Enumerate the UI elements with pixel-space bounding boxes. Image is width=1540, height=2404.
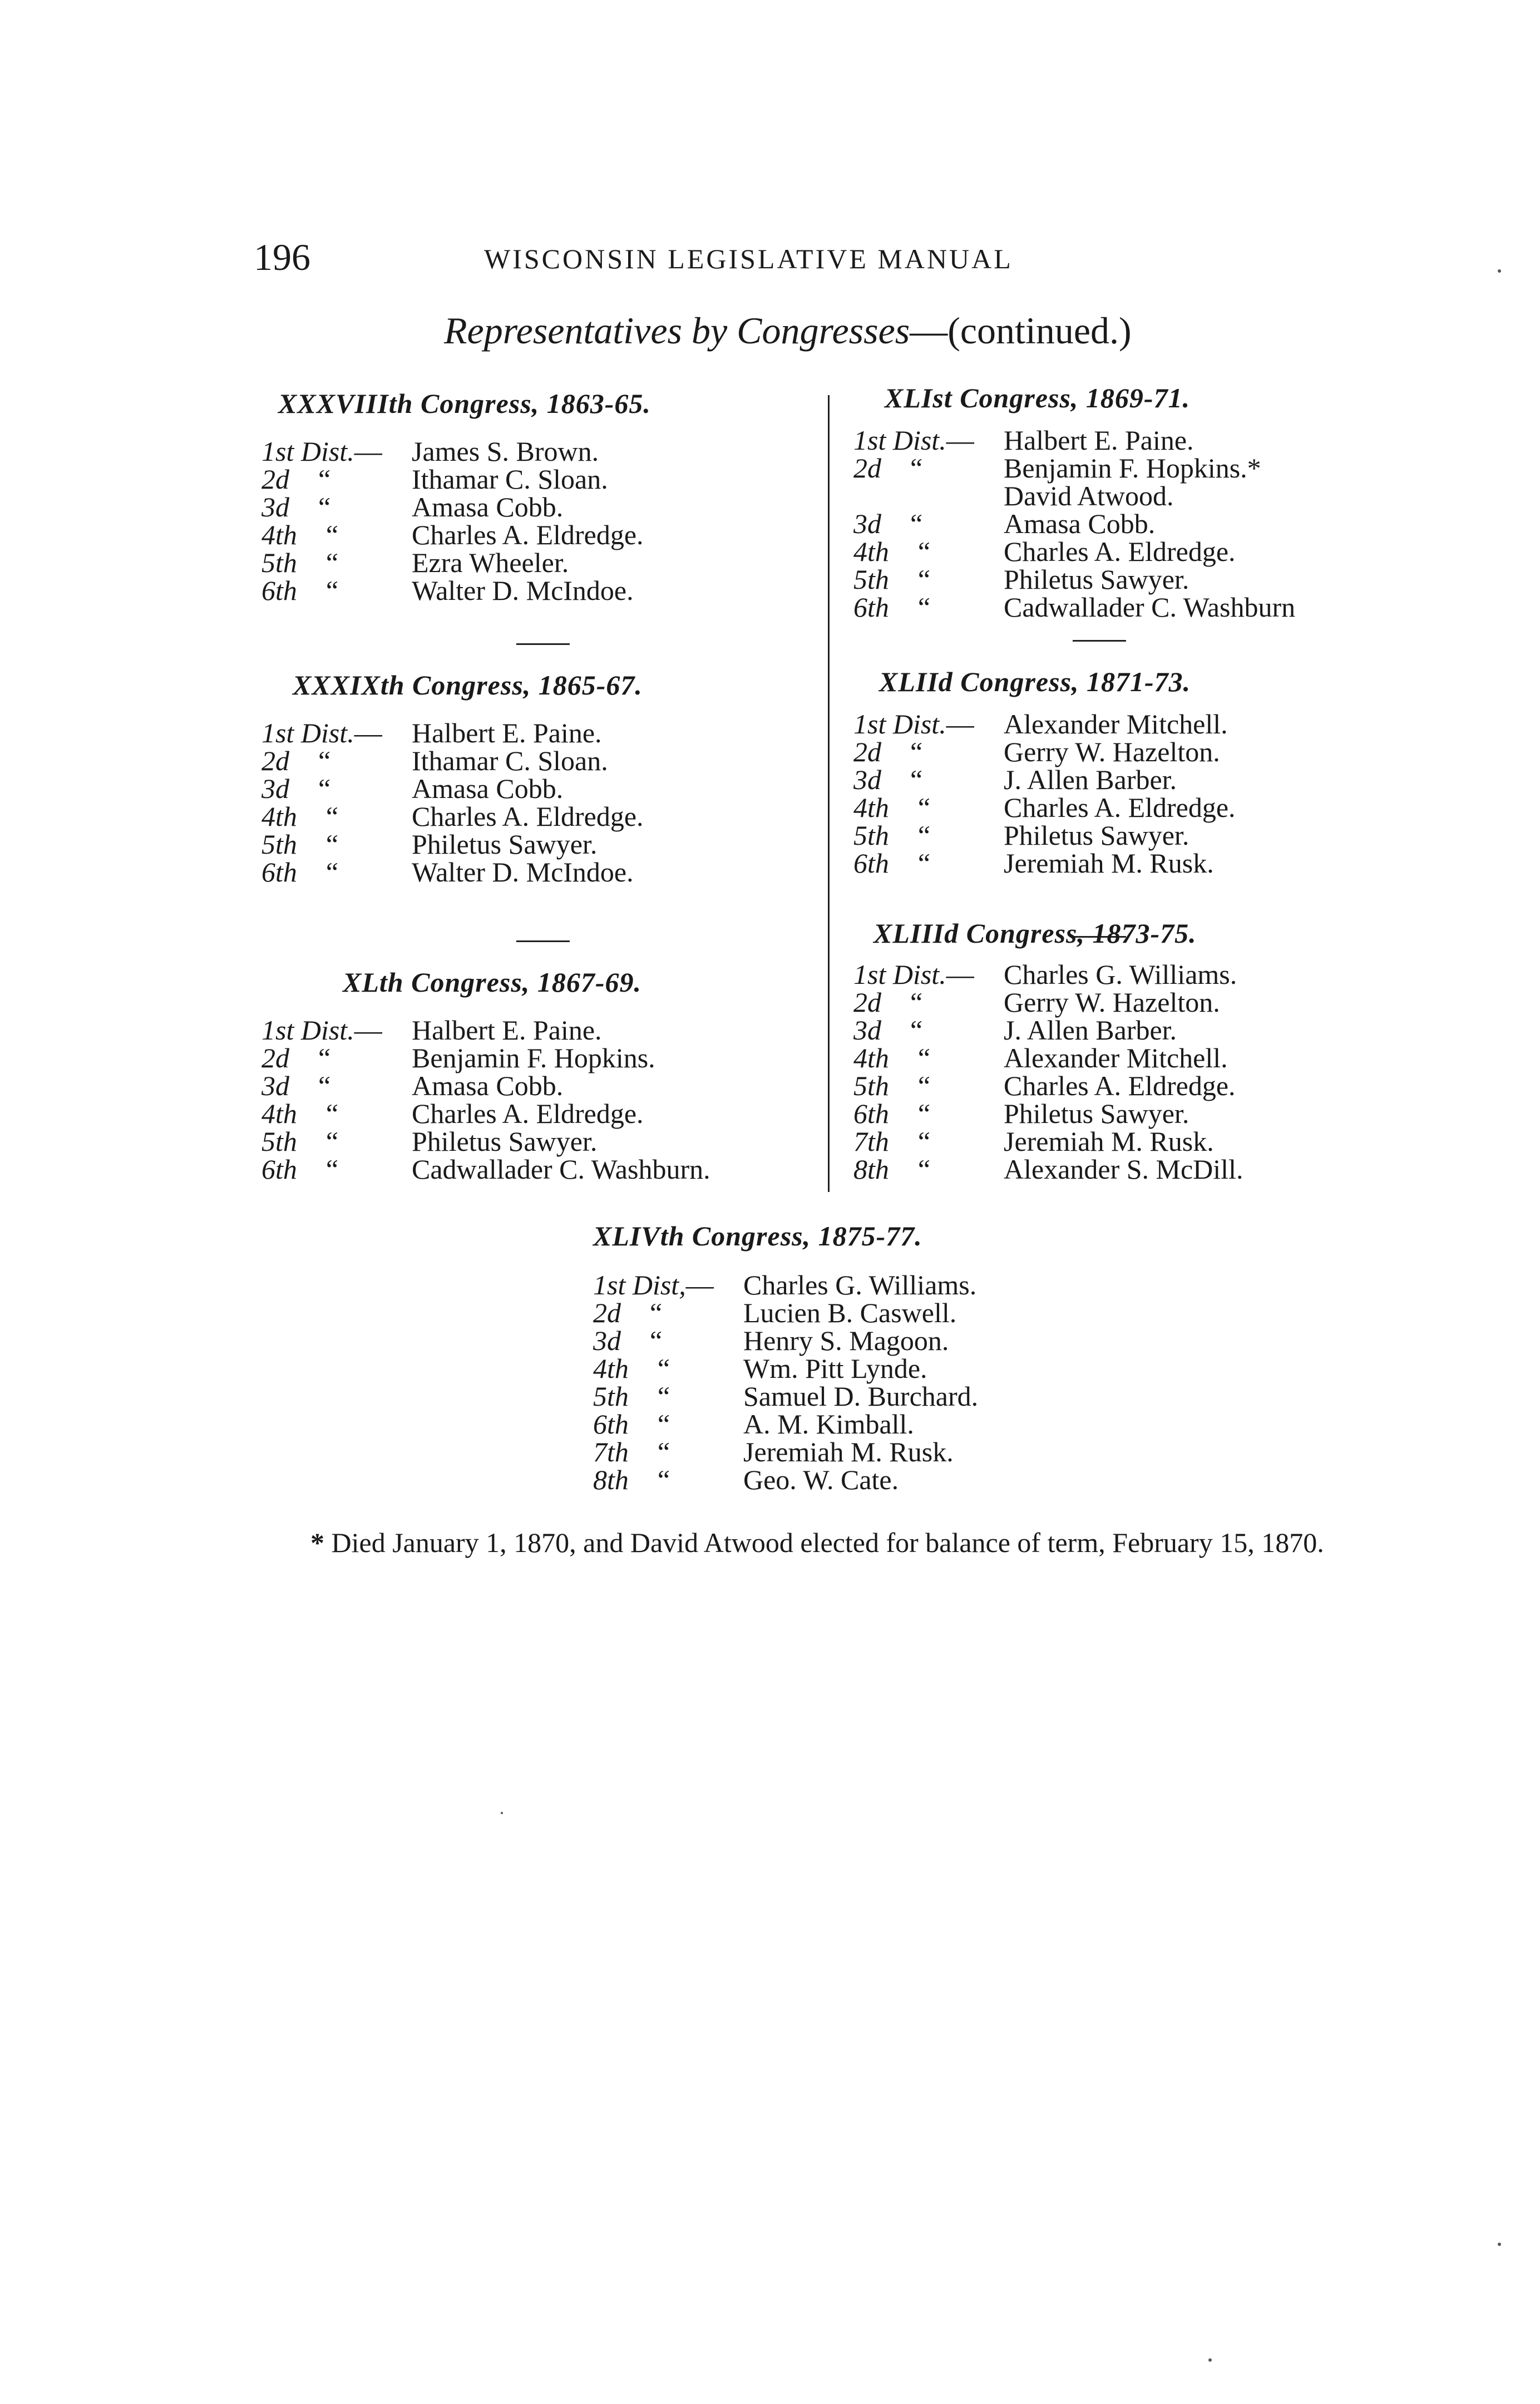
district-row — [261, 1100, 818, 1127]
representative-name: James S. Brown. — [412, 436, 599, 467]
ditto-mark: “ — [325, 801, 339, 832]
district-label — [261, 719, 412, 747]
district-number: 5th — [261, 1126, 297, 1157]
representative-name: Charles A. Eldredge. — [1004, 1070, 1236, 1101]
district-label — [261, 1072, 412, 1100]
ditto-mark: “ — [650, 1325, 663, 1356]
congress-heading: XLIst Congress, 1869-71. — [885, 382, 1191, 413]
ditto-mark: “ — [917, 1154, 931, 1185]
print-speck — [1498, 2243, 1501, 2246]
representative-name: Wm. Pitt Lynde. — [743, 1353, 927, 1384]
district-label — [853, 1127, 1004, 1155]
ditto-mark: “ — [917, 792, 931, 823]
district-number: 4th — [853, 536, 889, 567]
district-label — [593, 1466, 743, 1494]
representative-name: Philetus Sawyer. — [1004, 564, 1189, 595]
section-rule — [516, 940, 570, 942]
district-label — [261, 858, 412, 886]
ditto-mark: “ — [318, 1042, 331, 1073]
district-label — [261, 1100, 412, 1127]
congress-heading: XLIId Congress, 1871-73. — [879, 666, 1191, 697]
district-number: 5th — [853, 564, 889, 595]
representative-name: Gerry W. Hazelton. — [1004, 987, 1220, 1018]
ditto-mark: — — [354, 717, 382, 748]
ditto-mark: “ — [325, 519, 339, 550]
district-row — [261, 719, 818, 747]
print-speck — [1208, 2358, 1212, 2362]
district-label — [853, 1044, 1004, 1072]
ditto-mark: — — [354, 1014, 382, 1046]
district-number: 1st Dist. — [261, 717, 354, 748]
district-row — [593, 1271, 1094, 1299]
district-row — [593, 1466, 1094, 1494]
district-number: 6th — [853, 848, 889, 879]
district-row — [853, 960, 1410, 988]
ditto-mark: “ — [318, 745, 331, 776]
ditto-mark: — — [946, 425, 974, 456]
district-label — [593, 1327, 743, 1354]
district-label — [853, 1016, 1004, 1044]
district-number: 5th — [261, 829, 297, 860]
ditto-mark: “ — [657, 1408, 670, 1440]
district-row — [261, 830, 818, 858]
ditto-mark: “ — [917, 536, 931, 567]
district-row — [261, 1044, 818, 1072]
representative-name: Ithamar C. Sloan. — [412, 464, 608, 495]
representative-name: Cadwallader C. Washburn. — [412, 1154, 710, 1185]
representative-name: J. Allen Barber. — [1004, 1014, 1177, 1046]
representative-name: Walter D. McIndoe. — [412, 575, 634, 606]
district-label — [261, 1016, 412, 1044]
district-label — [853, 454, 1004, 482]
ditto-mark: “ — [657, 1381, 670, 1412]
district-number: 6th — [853, 1098, 889, 1129]
ditto-mark: “ — [910, 1014, 923, 1046]
ditto-mark: “ — [650, 1297, 663, 1328]
district-number: 2d — [261, 1042, 289, 1073]
representative-name: Samuel D. Burchard. — [743, 1381, 979, 1412]
representative-name: Jeremiah M. Rusk. — [1004, 1126, 1214, 1157]
district-row — [261, 577, 818, 604]
ditto-mark: “ — [657, 1464, 670, 1495]
page-number: 196 — [254, 236, 310, 278]
congress-heading: XLIVth Congress, 1875-77. — [593, 1220, 922, 1252]
representative-name: Walter D. McIndoe. — [412, 856, 634, 888]
print-speck — [501, 1812, 503, 1814]
congress-38 — [261, 390, 818, 604]
ditto-mark: “ — [318, 773, 331, 804]
congress-heading: XLIIId Congress, 1873-75. — [873, 918, 1197, 949]
district-number: 6th — [853, 592, 889, 623]
representative-name: Cadwallader C. Washburn — [1004, 592, 1296, 623]
representative-name: Alexander S. McDill. — [1004, 1154, 1243, 1185]
section-title-plain: —(continued.) — [910, 309, 1132, 352]
district-number: 1st Dist. — [853, 959, 946, 990]
column-divider — [828, 395, 830, 1192]
representative-name: A. M. Kimball. — [743, 1408, 914, 1440]
footnote-marker: * — [310, 1527, 324, 1558]
district-row — [853, 849, 1410, 877]
representative-name: Geo. W. Cate. — [743, 1464, 899, 1495]
district-row — [853, 1155, 1410, 1183]
ditto-mark: “ — [910, 452, 923, 484]
district-label — [261, 577, 412, 604]
district-number: 4th — [261, 801, 297, 832]
district-row — [261, 1155, 818, 1183]
district-label — [593, 1271, 743, 1299]
ditto-mark: “ — [917, 848, 931, 879]
print-speck — [1498, 269, 1501, 273]
district-row — [853, 593, 1410, 621]
district-number: 1st Dist. — [261, 436, 354, 467]
district-number: 3d — [593, 1325, 621, 1356]
district-number: 2d — [593, 1297, 621, 1328]
section-title-italic: Representatives by Congresses — [444, 309, 910, 352]
district-number: 2d — [853, 736, 881, 767]
footnote-text: Died January 1, 1870, and David Atwood elected for balance of term, February 15, 1870. — [331, 1527, 1324, 1558]
district-row — [853, 794, 1410, 821]
district-row — [261, 493, 818, 521]
representative-name: Jeremiah M. Rusk. — [743, 1436, 954, 1467]
district-number: 3d — [261, 773, 289, 804]
district-row — [853, 426, 1410, 454]
representative-name: Philetus Sawyer. — [1004, 1098, 1189, 1129]
district-list — [593, 1271, 1094, 1494]
section-rule — [1073, 640, 1126, 642]
district-label — [853, 849, 1004, 877]
ditto-mark: “ — [910, 764, 923, 795]
district-row — [853, 510, 1410, 538]
district-number: 8th — [853, 1154, 889, 1185]
district-list — [261, 719, 818, 886]
district-number: 2d — [853, 987, 881, 1018]
ditto-mark: “ — [325, 547, 339, 578]
district-label — [853, 593, 1004, 621]
district-row — [853, 821, 1410, 849]
section-title — [444, 309, 1132, 352]
representative-name: Lucien B. Caswell. — [743, 1297, 957, 1328]
district-row — [853, 1127, 1410, 1155]
district-number: 3d — [261, 491, 289, 523]
representative-name: Benjamin F. Hopkins.* — [1004, 452, 1261, 484]
district-row — [593, 1438, 1094, 1466]
district-number: 5th — [593, 1381, 629, 1412]
representative-name: Charles G. Williams. — [1004, 959, 1237, 990]
district-number: 5th — [261, 547, 297, 578]
ditto-mark: “ — [325, 1126, 339, 1157]
congress-40 — [261, 968, 818, 1183]
district-number: 3d — [853, 764, 881, 795]
ditto-mark: “ — [917, 1126, 931, 1157]
district-label — [261, 465, 412, 493]
district-label — [261, 1127, 412, 1155]
representative-name: Philetus Sawyer. — [412, 1126, 598, 1157]
district-row — [593, 1382, 1094, 1410]
representative-name: Charles A. Eldredge. — [412, 519, 644, 550]
district-number: 5th — [853, 820, 889, 851]
representative-name: Philetus Sawyer. — [412, 829, 598, 860]
district-row — [853, 482, 1410, 510]
district-label — [261, 747, 412, 775]
district-label — [261, 1044, 412, 1072]
district-label — [853, 821, 1004, 849]
district-row — [853, 988, 1410, 1016]
district-row — [261, 549, 818, 577]
district-number: 4th — [853, 1042, 889, 1073]
district-row — [261, 775, 818, 802]
representative-name: Charles A. Eldredge. — [412, 801, 644, 832]
district-label — [853, 794, 1004, 821]
ditto-mark: “ — [325, 1154, 339, 1185]
district-number: 4th — [261, 1098, 297, 1129]
district-label — [593, 1438, 743, 1466]
ditto-mark: “ — [917, 1042, 931, 1073]
representative-name: Amasa Cobb. — [412, 1070, 564, 1101]
representative-name: Charles A. Eldredge. — [1004, 792, 1236, 823]
ditto-mark: “ — [318, 491, 331, 523]
ditto-mark: “ — [318, 1070, 331, 1101]
ditto-mark: “ — [917, 564, 931, 595]
district-label — [853, 510, 1004, 538]
district-row — [261, 437, 818, 465]
district-label — [593, 1410, 743, 1438]
ditto-mark: “ — [325, 1098, 339, 1129]
ditto-mark: — — [946, 708, 974, 740]
district-row — [261, 858, 818, 886]
ditto-mark: — — [946, 959, 974, 990]
district-row — [853, 1072, 1410, 1100]
footnote — [266, 1527, 1379, 1558]
representative-name: David Atwood. — [1004, 480, 1174, 511]
congress-39 — [261, 671, 818, 886]
ditto-mark: “ — [325, 575, 339, 606]
district-list — [853, 960, 1410, 1183]
district-number: 1st Dist. — [261, 1014, 354, 1046]
running-head: WISCONSIN LEGISLATIVE MANUAL — [484, 243, 1013, 274]
representative-name: Henry S. Magoon. — [743, 1325, 949, 1356]
district-number: 4th — [593, 1353, 629, 1384]
district-number: 7th — [593, 1436, 629, 1467]
ditto-mark: “ — [657, 1436, 670, 1467]
congress-43 — [853, 919, 1410, 1183]
ditto-mark: “ — [917, 820, 931, 851]
representative-name: Philetus Sawyer. — [1004, 820, 1189, 851]
district-number: 2d — [261, 464, 289, 495]
district-label — [853, 738, 1004, 766]
district-label — [853, 1072, 1004, 1100]
district-row — [853, 538, 1410, 565]
district-number: 6th — [261, 856, 297, 888]
district-number: 3d — [853, 508, 881, 539]
ditto-mark: “ — [657, 1353, 670, 1384]
district-number: 6th — [261, 575, 297, 606]
district-row — [853, 1016, 1410, 1044]
representative-name: Ithamar C. Sloan. — [412, 745, 608, 776]
section-rule — [516, 643, 570, 645]
district-number: 8th — [593, 1464, 629, 1495]
district-row — [261, 802, 818, 830]
congress-42 — [853, 668, 1410, 877]
ditto-mark: “ — [917, 592, 931, 623]
district-label — [593, 1382, 743, 1410]
district-row — [853, 710, 1410, 738]
representative-name: Charles G. Williams. — [743, 1269, 977, 1300]
district-row — [593, 1410, 1094, 1438]
district-row — [853, 1100, 1410, 1127]
district-number: 1st Dist. — [853, 708, 946, 740]
representative-name: Halbert E. Paine. — [412, 717, 602, 748]
district-number: 3d — [261, 1070, 289, 1101]
representative-name: Amasa Cobb. — [412, 491, 564, 523]
ditto-mark: “ — [917, 1070, 931, 1101]
representative-name: Ezra Wheeler. — [412, 547, 569, 578]
district-list — [853, 426, 1410, 621]
representative-name: Benjamin F. Hopkins. — [412, 1042, 655, 1073]
district-number: 4th — [261, 519, 297, 550]
ditto-mark: “ — [910, 987, 923, 1018]
district-number: 1st Dist. — [853, 425, 946, 456]
district-label — [261, 437, 412, 465]
district-number: 1st Dist, — [593, 1269, 686, 1300]
district-label — [853, 988, 1004, 1016]
district-label — [261, 775, 412, 802]
congress-heading: XLth Congress, 1867-69. — [343, 967, 641, 998]
congress-41 — [853, 384, 1410, 621]
district-number: 4th — [853, 792, 889, 823]
ditto-mark: “ — [910, 508, 923, 539]
district-row — [261, 465, 818, 493]
district-number: 6th — [261, 1154, 297, 1185]
district-number: 5th — [853, 1070, 889, 1101]
district-label — [853, 766, 1004, 794]
district-label — [853, 1155, 1004, 1183]
congress-heading: XXXIXth Congress, 1865-67. — [293, 669, 643, 701]
representative-name: Jeremiah M. Rusk. — [1004, 848, 1214, 879]
district-row — [261, 521, 818, 549]
representative-name: Charles A. Eldredge. — [1004, 536, 1236, 567]
district-row — [853, 738, 1410, 766]
representative-name: Amasa Cobb. — [1004, 508, 1156, 539]
representative-name: Alexander Mitchell. — [1004, 708, 1228, 740]
district-list — [261, 437, 818, 604]
district-row — [593, 1327, 1094, 1354]
congress-heading: XXXVIIIth Congress, 1863-65. — [278, 388, 651, 419]
representative-name: Halbert E. Paine. — [1004, 425, 1194, 456]
district-label — [853, 710, 1004, 738]
district-label — [853, 426, 1004, 454]
district-label — [853, 538, 1004, 565]
representative-name: J. Allen Barber. — [1004, 764, 1177, 795]
district-label — [853, 565, 1004, 593]
district-row — [261, 747, 818, 775]
representative-name: Amasa Cobb. — [412, 773, 564, 804]
ditto-mark: “ — [325, 856, 339, 888]
district-row — [261, 1072, 818, 1100]
congress-44 — [593, 1222, 1094, 1494]
ditto-mark: — — [685, 1269, 714, 1300]
district-row — [853, 565, 1410, 593]
district-list — [261, 1016, 818, 1183]
district-label — [593, 1354, 743, 1382]
district-label — [593, 1299, 743, 1327]
ditto-mark: “ — [325, 829, 339, 860]
district-row — [853, 454, 1410, 482]
ditto-mark: “ — [910, 736, 923, 767]
district-label — [261, 1155, 412, 1183]
district-row — [853, 1044, 1410, 1072]
district-number: 2d — [261, 745, 289, 776]
district-row — [261, 1016, 818, 1044]
district-number: 3d — [853, 1014, 881, 1046]
representative-name: Alexander Mitchell. — [1004, 1042, 1228, 1073]
district-label — [261, 830, 412, 858]
ditto-mark: “ — [917, 1098, 931, 1129]
district-label — [261, 521, 412, 549]
district-label — [261, 549, 412, 577]
ditto-mark: “ — [318, 464, 331, 495]
district-number: 2d — [853, 452, 881, 484]
district-row — [261, 1127, 818, 1155]
district-row — [853, 766, 1410, 794]
district-label — [261, 802, 412, 830]
ditto-mark: — — [354, 436, 382, 467]
representative-name: Gerry W. Hazelton. — [1004, 736, 1220, 767]
district-label — [853, 1100, 1004, 1127]
district-list — [853, 710, 1410, 877]
district-label — [853, 960, 1004, 988]
district-row — [593, 1354, 1094, 1382]
representative-name: Charles A. Eldredge. — [412, 1098, 644, 1129]
district-label — [261, 493, 412, 521]
representative-name: Halbert E. Paine. — [412, 1014, 602, 1046]
district-number: 7th — [853, 1126, 889, 1157]
district-row — [593, 1299, 1094, 1327]
district-number: 6th — [593, 1408, 629, 1440]
